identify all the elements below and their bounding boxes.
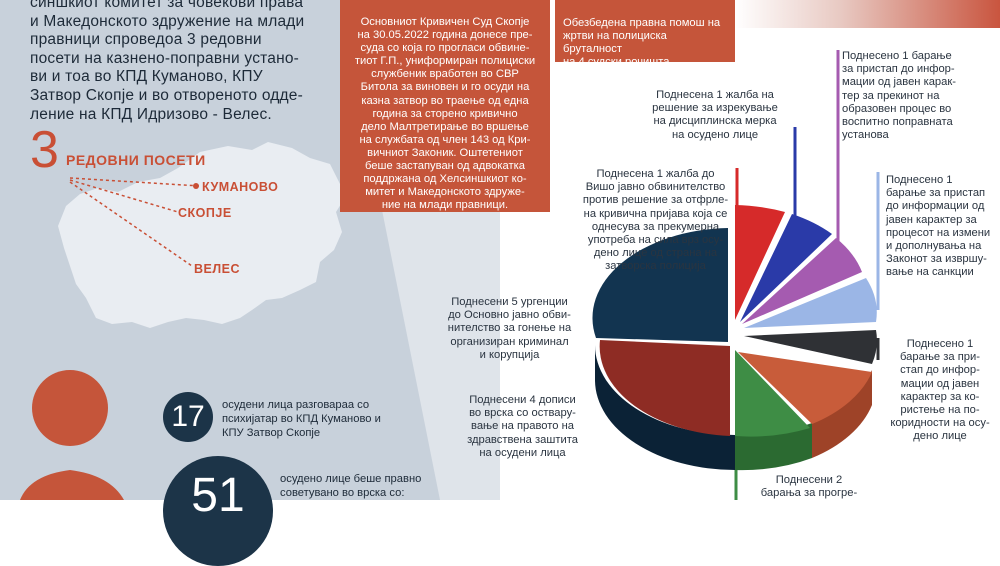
court-line: тиот Г.П., униформиран полициски <box>354 55 536 68</box>
annotation-line: воспитно поправната <box>842 116 953 129</box>
annotation-letters-health <box>445 394 600 460</box>
annotation-line: барање за пристап <box>886 187 986 200</box>
person-head-icon <box>32 370 108 446</box>
annotation-line: употреба на сила врз осу- <box>587 234 724 247</box>
annotation-line: Поднесено 1 <box>906 338 974 350</box>
annotation-complaint-disciplinary <box>640 89 790 142</box>
annotation-line: Законот за извршу- <box>886 253 987 266</box>
annotation-line: Поднесени 2 <box>775 474 843 486</box>
annotation-line: решение за изрекување <box>652 102 778 115</box>
annotation-line: нителство за гонење на <box>447 322 572 335</box>
annotation-line: затворска полиција <box>605 260 706 273</box>
annotation-line: Поднесено 1 <box>886 174 953 186</box>
annotation-line: до информации од <box>886 200 985 213</box>
visits-label: РЕДОВНИ ПОСЕТИ <box>66 152 206 168</box>
annotation-line: Поднесени 4 дописи <box>469 394 576 406</box>
intro-line: посети на казнено-поправни устано- <box>30 49 300 67</box>
annotation-line: дено лице од страна на <box>593 247 718 260</box>
court-line: поддржана од Хелсиншкиот ко- <box>363 173 527 186</box>
annotation-line: установа <box>842 129 889 142</box>
annotation-line: образовен процес во <box>842 102 952 115</box>
city-veles: ВЕЛЕС <box>194 262 240 276</box>
intro-line: ление на КПД Идризово - Велес. <box>30 105 272 123</box>
legal-help-box <box>555 0 735 69</box>
court-line: Основниот Кривичен Суд Скопје <box>360 16 530 28</box>
annotation-request-beds <box>882 338 998 444</box>
city-skopje: СКОПЈЕ <box>178 206 232 220</box>
annotation-line: Поднесена 1 жалба на <box>656 89 774 101</box>
court-line: казна затвор во траење од една <box>361 94 529 107</box>
annotation-line: Поднесени 5 ургенции <box>451 296 568 308</box>
annotation-line: тер за прекинот на <box>842 89 940 102</box>
annotation-line: на дисциплинска мерка <box>653 115 777 128</box>
court-line: ние на млади правници. <box>381 199 509 212</box>
court-line: на службата од член 143 од Кри- <box>359 133 531 146</box>
annotation-line: за пристап до инфор- <box>842 63 955 76</box>
court-line: вичниот Законик. Оштетениот <box>367 146 523 159</box>
annotation-line: и дополнувања на <box>886 240 982 253</box>
annotation-line: барање за при- <box>900 351 980 364</box>
annotation-line: и корупција <box>479 348 540 361</box>
annotation-line: однесува за прекумерна <box>591 220 720 233</box>
stat-line: психијатар во КПД Куманово и <box>222 413 381 425</box>
annotation-line: против решение за отфрле- <box>582 194 729 207</box>
court-line: Битола за виновен и го осуди на <box>360 81 530 94</box>
annotation-requests-progress <box>744 474 874 500</box>
court-line: беше застапуван од адвокатка <box>365 160 525 173</box>
annotation-line: Поднесена 1 жалба до <box>596 168 715 180</box>
court-verdict-box <box>340 0 550 212</box>
annotation-urgencies <box>432 296 587 362</box>
help-line: жртви на полициска бруталност <box>563 30 667 56</box>
annotation-line: вање на правото на <box>471 420 574 433</box>
annotation-line: на осудено лице <box>671 128 759 141</box>
stat-line: КПУ Затвор Скопје <box>222 427 321 439</box>
intro-paragraph <box>30 0 330 124</box>
annotation-request-law <box>878 174 996 280</box>
annotation-line: коридности на осу- <box>890 417 990 430</box>
stat-line: осудено лице беше правно <box>280 473 422 485</box>
stat-text-17 <box>222 398 422 440</box>
annotation-line: карактер за ко- <box>900 390 980 403</box>
kumanovo-dot <box>193 183 199 189</box>
help-line: на 4 судски рочишта. <box>563 56 673 69</box>
annotation-line: мации од јавен <box>900 377 980 390</box>
city-kumanovo: КУМАНОВО <box>202 180 279 194</box>
court-line: службеник вработен во СВР <box>371 68 519 81</box>
macedonia-map <box>58 142 346 328</box>
stat-circle-51: 51 <box>163 456 273 566</box>
intro-line: и Македонското здружение на млади <box>30 12 305 30</box>
annotation-line: стап до инфор- <box>900 364 980 377</box>
stat-circle-17: 17 <box>163 392 213 442</box>
court-line: митет и Македонското здруже- <box>365 186 525 199</box>
annotation-line: организиран криминал <box>450 335 569 348</box>
annotation-line: ристење на по- <box>900 404 980 417</box>
annotation-line: јавен карактер за <box>886 213 977 226</box>
annotation-line: мации од јавен карак- <box>842 76 956 89</box>
visits-count: 3 <box>30 121 59 179</box>
annotation-line: Вишо јавно обвинителство <box>585 181 726 194</box>
annotation-line: до Основно јавно обви- <box>448 309 571 322</box>
intro-line: синшкиот комитет за човекови права <box>30 0 304 11</box>
annotation-line: дено лице <box>913 430 967 443</box>
annotation-line: на кривична пријава која се <box>583 207 728 220</box>
court-line: година за сторено кривично <box>372 107 518 120</box>
stat-text-51 <box>280 472 480 500</box>
help-line: Обезбедена правна помош на <box>563 17 721 29</box>
court-line: дело Малтретирање во вршење <box>361 120 529 133</box>
person-body-icon <box>20 470 124 500</box>
court-line: на 30.05.2022 година донесе пре- <box>357 29 533 42</box>
annotation-line: вање на санкции <box>886 266 974 279</box>
annotation-line: барања за прогре- <box>760 487 858 500</box>
intro-line: ви и тоа во КПД Куманово, КПУ <box>30 68 263 86</box>
annotation-complaint-prosecutor <box>578 168 733 274</box>
annotation-line: здравствена заштита <box>467 433 578 446</box>
annotation-line: процесот на измени <box>886 226 991 239</box>
annotation-line: на осудени лица <box>479 446 566 459</box>
annotation-line: Поднесено 1 барање <box>842 50 952 62</box>
stat-line: осудени лица разговараа со <box>222 399 370 411</box>
court-line: суда со која го прогласи обвине- <box>360 42 530 55</box>
intro-line: правници спроведоа 3 редовни <box>30 31 262 49</box>
annotation-request-education <box>842 50 992 142</box>
annotation-line: во врска со оствару- <box>469 407 576 420</box>
stat-line: советувано во врска со: <box>280 487 405 499</box>
intro-line: Затвор Скопје и во отвореното одде- <box>30 86 303 104</box>
